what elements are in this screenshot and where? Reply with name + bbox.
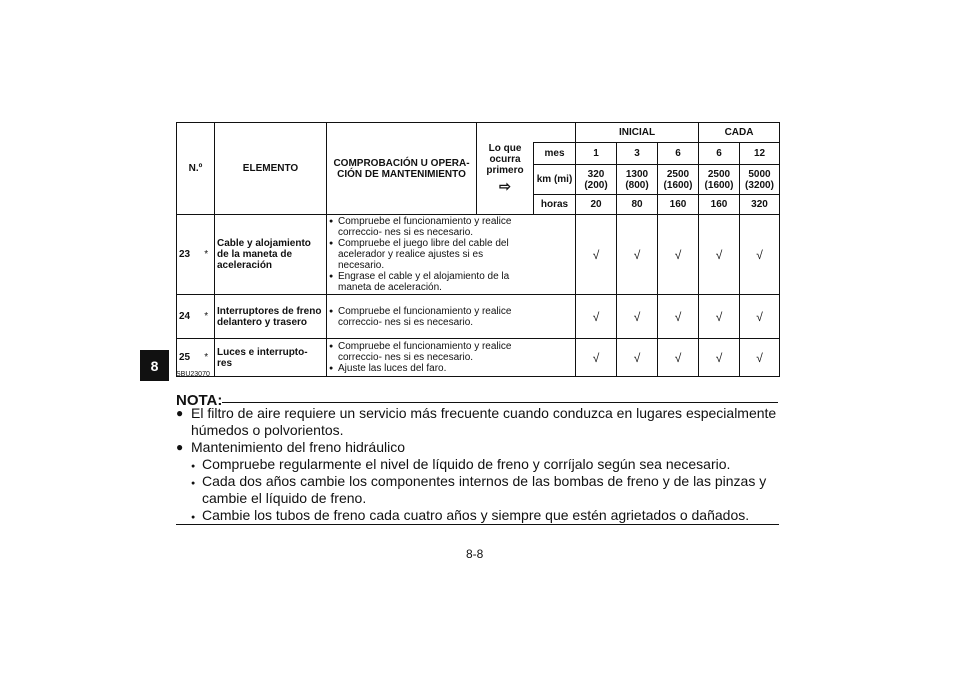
row-checks bbox=[327, 295, 534, 339]
check-mark: √ bbox=[576, 339, 617, 377]
check-item: ● Compruebe el funcionamiento y realice correccio- nes si es necesario. bbox=[338, 341, 532, 363]
row-checks bbox=[327, 215, 534, 295]
check-mark: √ bbox=[699, 339, 740, 377]
header-mes-value: 1 bbox=[576, 143, 617, 165]
header-horas-value: 320 bbox=[740, 195, 780, 215]
check-mark: √ bbox=[617, 295, 658, 339]
header-mes-value: 6 bbox=[699, 143, 740, 165]
header-first-label: Lo que ocurra primero bbox=[486, 142, 524, 176]
check-mark: √ bbox=[740, 295, 780, 339]
check-mark: √ bbox=[617, 339, 658, 377]
section-code: SBU23070 bbox=[176, 371, 210, 378]
bottom-divider bbox=[176, 524, 779, 525]
header-km-label: km (mi) bbox=[534, 165, 576, 195]
row-element: Cable y alojamiento de la maneta de aceleración bbox=[215, 215, 327, 295]
row-element: Interruptores de freno delantero y trasero bbox=[215, 295, 327, 339]
header-km-value: 1300 (800) bbox=[617, 165, 658, 195]
check-mark: √ bbox=[699, 295, 740, 339]
header-horas-value: 160 bbox=[658, 195, 699, 215]
check-item: ● Compruebe el funcionamiento y realice correccio- nes si es necesario. bbox=[338, 306, 532, 328]
header-km-value: 2500 (1600) bbox=[658, 165, 699, 195]
nota-item: ● El filtro de aire requiere un servicio más frecuente cuando conduzca en lugares especialmente húmedos o polvorientos. bbox=[176, 405, 780, 439]
nota-subitem: ● Compruebe regularmente el nivel de líquido de freno y corríjalo según sea necesario. bbox=[176, 456, 780, 473]
check-mark: √ bbox=[617, 215, 658, 295]
header-inicial: INICIAL bbox=[576, 123, 699, 143]
header-mes-label: mes bbox=[534, 143, 576, 165]
check-mark: √ bbox=[576, 295, 617, 339]
row-number: 23 bbox=[177, 215, 199, 295]
header-mes-value: 12 bbox=[740, 143, 780, 165]
header-mes-value: 3 bbox=[617, 143, 658, 165]
nota-divider bbox=[222, 402, 778, 403]
header-cada: CADA bbox=[699, 123, 780, 143]
header-check: COMPROBACIÓN U OPERA- CIÓN DE MANTENIMIENTO bbox=[327, 123, 477, 215]
header-no: N.º bbox=[177, 123, 215, 215]
header-element: ELEMENTO bbox=[215, 123, 327, 215]
nota-subitem: ● Cambie los tubos de freno cada cuatro años y siempre que estén agrietados o dañados. bbox=[176, 507, 780, 524]
row-star: * bbox=[199, 339, 215, 377]
row-star: * bbox=[199, 295, 215, 339]
nota-item: ● Mantenimiento del freno hidráulico bbox=[176, 439, 780, 456]
check-mark: √ bbox=[658, 295, 699, 339]
check-mark: √ bbox=[699, 215, 740, 295]
header-first bbox=[477, 123, 534, 215]
row-number: 25 bbox=[177, 339, 199, 377]
nota-title: NOTA: bbox=[176, 392, 223, 409]
check-mark: √ bbox=[658, 339, 699, 377]
check-mark: √ bbox=[740, 339, 780, 377]
check-mark: √ bbox=[658, 215, 699, 295]
row-number: 24 bbox=[177, 295, 199, 339]
header-horas-value: 80 bbox=[617, 195, 658, 215]
table-row bbox=[177, 295, 780, 339]
check-item: ● Ajuste las luces del faro. bbox=[338, 363, 532, 374]
table-row bbox=[177, 215, 780, 295]
header-horas-value: 20 bbox=[576, 195, 617, 215]
header-km-value: 2500 (1600) bbox=[699, 165, 740, 195]
check-item: ● Compruebe el funcionamiento y realice correccio- nes si es necesario. bbox=[338, 216, 532, 238]
maintenance-table bbox=[176, 122, 780, 377]
chapter-tab-label: 8 bbox=[150, 357, 159, 374]
row-checks bbox=[327, 339, 534, 377]
chapter-tab bbox=[140, 350, 169, 381]
header-km-value: 5000 (3200) bbox=[740, 165, 780, 195]
header-horas-value: 160 bbox=[699, 195, 740, 215]
nota-subitem: ● Cada dos años cambie los componentes internos de las bombas de freno y de las pinzas y cambie el líquido de freno. bbox=[176, 473, 780, 507]
header-mes-value: 6 bbox=[658, 143, 699, 165]
nota-body bbox=[176, 405, 780, 524]
table-row bbox=[177, 339, 780, 377]
header-horas-label: horas bbox=[534, 195, 576, 215]
row-star: * bbox=[199, 215, 215, 295]
check-mark: √ bbox=[576, 215, 617, 295]
check-item: ● Engrase el cable y el alojamiento de la maneta de aceleración. bbox=[338, 271, 532, 293]
header-km-value: 320 (200) bbox=[576, 165, 617, 195]
page-number: 8-8 bbox=[466, 547, 484, 561]
check-item: ● Compruebe el juego libre del cable del acelerador y realice ajustes si es necesario. bbox=[338, 238, 532, 271]
row-element: Luces e interrupto- res bbox=[215, 339, 327, 377]
arrow-right-icon: ⇨ bbox=[499, 177, 511, 194]
check-mark: √ bbox=[740, 215, 780, 295]
